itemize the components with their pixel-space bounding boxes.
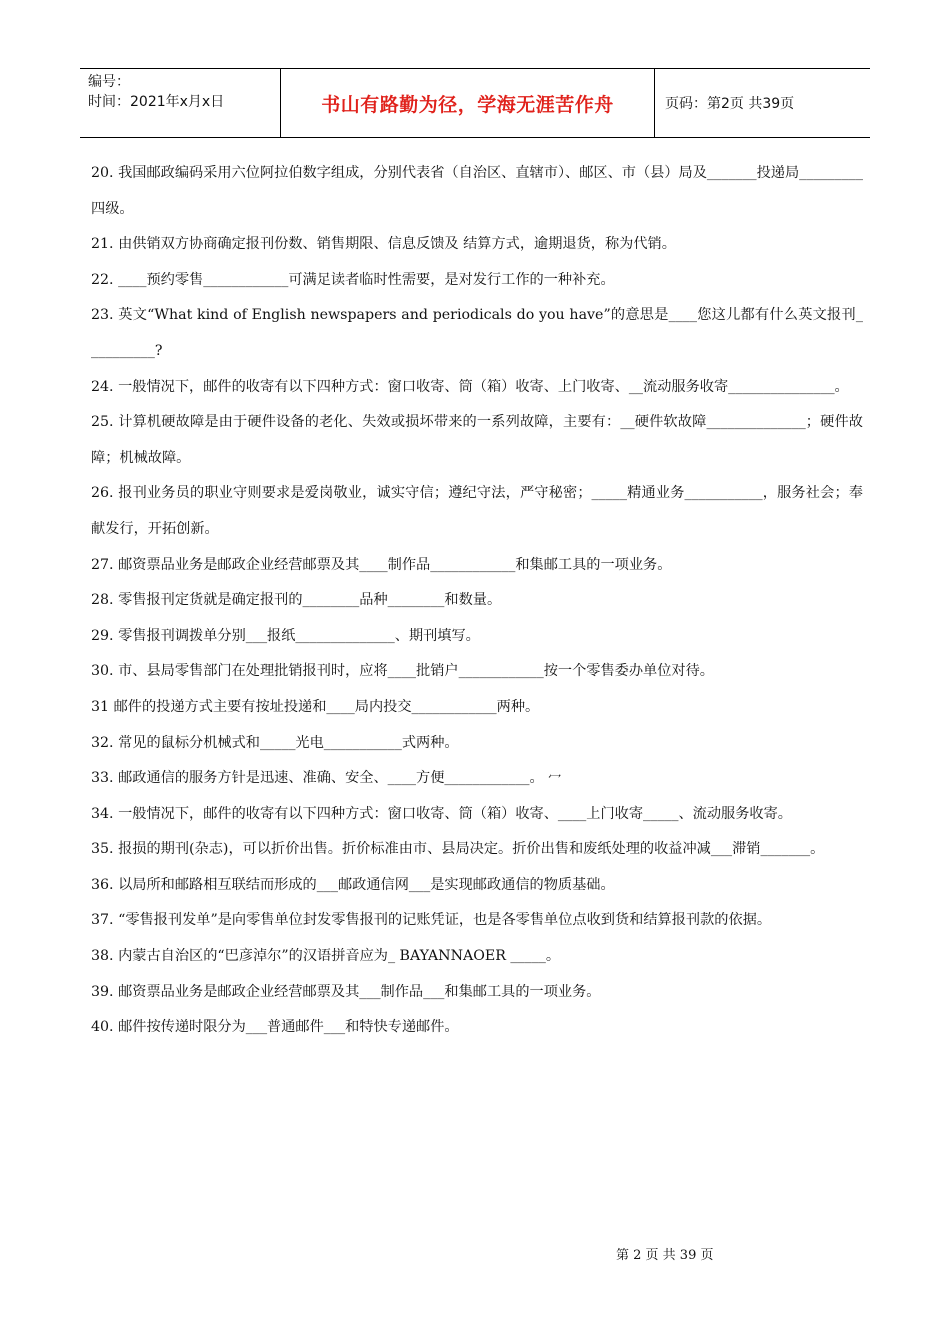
- question-38: 38. 内蒙古自治区的“巴彦淖尔”的汉语拼音应为_ BAYANNAOER _____。: [91, 948, 561, 965]
- header-motto: 书山有路勤为径，学海无涯苦作舟: [281, 69, 655, 137]
- question-35: 35. 报损的期刊(杂志)，可以折价出售。折价标准由市、县局决定。折价出售和废纸处理的收益冲减___滞销_______。: [91, 841, 825, 858]
- date-label: 时间：2021年x月x日: [88, 94, 225, 110]
- footer-page-number: 第 2 页 共 39 页: [616, 1248, 714, 1263]
- question-33: [91, 761, 863, 797]
- question-36: 36. 以局所和邮路相互联结而形成的___邮政通信网___是实现邮政通信的物质基础。: [91, 876, 615, 893]
- serial-number-label: 编号：: [88, 74, 130, 90]
- question-32: 32. 常见的鼠标分机械式和_____光电___________式两种。: [91, 734, 459, 751]
- question-23: 23. 英文“What kind of English newspapers and periodicals do you have”的意思是____您这儿都有什么英文报刊__________?: [91, 307, 863, 359]
- header-meta: [80, 69, 281, 137]
- question-37: 37. “零售报刊发单”是向零售单位封发零售报刊的记账凭证，也是各零售单位点收到货和结算报刊款的依据。: [91, 912, 772, 929]
- question-24: 24. 一般情况下，邮件的收寄有以下四种方式：窗口收寄、筒（箱）收寄、上门收寄、__流动服务收寄_______________。: [91, 378, 849, 395]
- question-34: 34. 一般情况下，邮件的收寄有以下四种方式：窗口收寄、筒（箱）收寄、____上门收寄_____、流动服务收寄。: [91, 805, 792, 822]
- question-33-text: 33. 邮政通信的服务方针是迅速、准确、安全、____方便____________。: [91, 770, 544, 787]
- question-20: 20. 我国邮政编码采用六位阿拉伯数字组成，分别代表省（自治区、直辖市）、邮区、市（县）局及_______投递局_________四级。: [91, 165, 863, 217]
- question-29: 29. 零售报刊调拨单分别___报纸______________、期刊填写。: [91, 627, 480, 644]
- document-header: [80, 68, 870, 138]
- question-40: 40. 邮件按传递时限分为___普通邮件___和特快专递邮件。: [91, 1019, 459, 1036]
- header-page-info: 页码：第2页 共39页: [665, 96, 795, 112]
- question-list: [91, 156, 863, 1046]
- question-25: 25. 计算机硬故障是由于硬件设备的老化、失效或损坏带来的一系列故障，主要有：__硬件软故障______________；硬件故障；机械故障。: [91, 414, 863, 466]
- question-21: 21. 由供销双方协商确定报刊份数、销售期限、信息反馈及 结算方式，逾期退货，称为代销。: [91, 236, 676, 253]
- question-22: 22. ____预约零售____________可满足读者临时性需要，是对发行工作的一种补充。: [91, 271, 615, 288]
- question-31: 31 邮件的投递方式主要有按址投递和____局内投交____________两种。: [91, 698, 540, 715]
- question-30: 30. 市、县局零售部门在处理批销报刊时，应将____批销户____________按一个零售委办单位对待。: [91, 663, 714, 680]
- question-26: 26. 报刊业务员的职业守则要求是爱岗敬业，诚实守信；遵纪守法，严守秘密；_____精通业务___________，服务社会；奉献发行，开拓创新。: [91, 485, 863, 537]
- stray-mark: 冖: [548, 771, 562, 787]
- question-39: 39. 邮资票品业务是邮政企业经营邮票及其___制作品___和集邮工具的一项业务。: [91, 983, 601, 1000]
- question-27: 27. 邮资票品业务是邮政企业经营邮票及其____制作品____________和集邮工具的一项业务。: [91, 556, 672, 573]
- question-28: 28. 零售报刊定货就是确定报刊的________品种________和数量。: [91, 592, 502, 609]
